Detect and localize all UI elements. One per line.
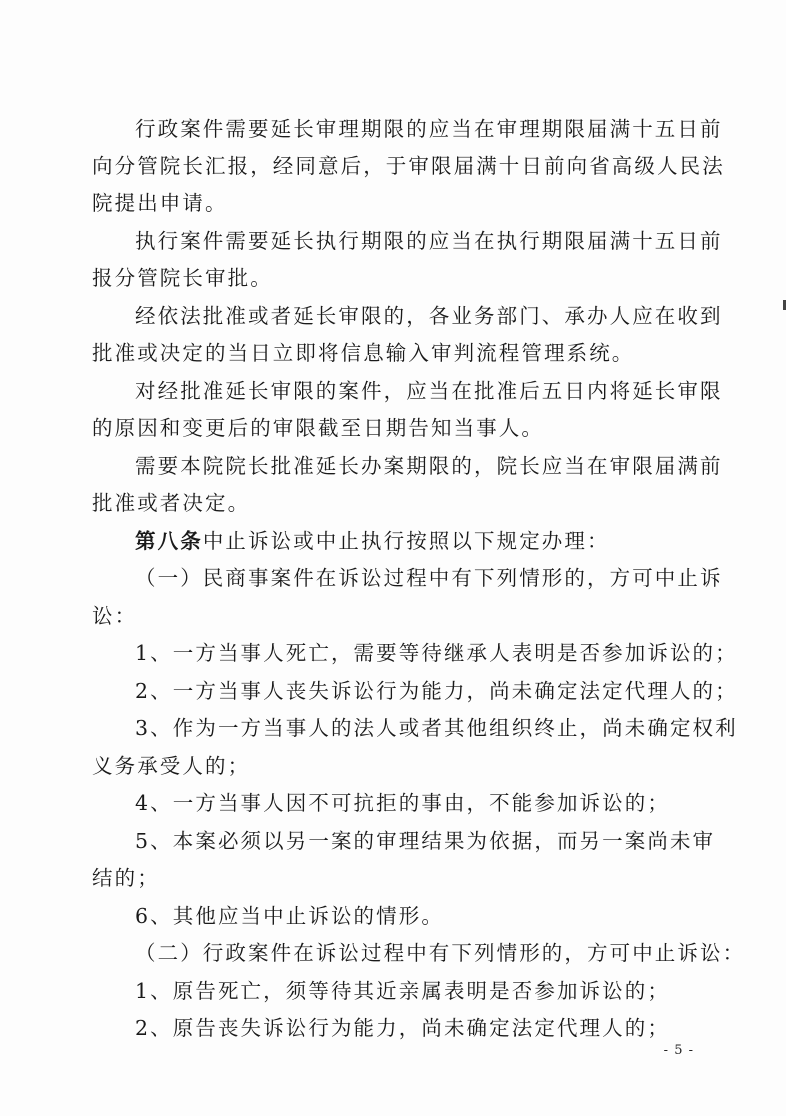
article-text: 中止诉讼或中止执行按照以下规定办理： [202, 529, 610, 553]
paragraph-line: 报分管院长审批。 [92, 266, 273, 290]
list-item-continuation: 结的； [92, 866, 160, 890]
list-item: 2、原告丧失诉讼行为能力，尚未确定法定代理人的； [135, 1016, 670, 1040]
paragraph-line: 执行案件需要延长执行期限的应当在执行期限届满十五日前 [135, 229, 723, 253]
paragraph-line: 讼： [92, 604, 138, 628]
list-item: 1、一方当事人死亡，需要等待继承人表明是否参加诉讼的； [135, 641, 738, 665]
paragraph-line: 对经批准延长审限的案件，应当在批准后五日内将延长审限 [135, 379, 723, 403]
paragraph-line: 需要本院院长批准延长办案期限的，院长应当在审限届满前 [135, 454, 723, 478]
paragraph-line: （一）民商事案件在诉讼过程中有下列情形的，方可中止诉 [135, 566, 723, 590]
list-item: 5、本案必须以另一案的审理结果为依据，而另一案尚未审 [135, 829, 716, 853]
list-item: 3、作为一方当事人的法人或者其他组织终止，尚未确定权利 [135, 716, 738, 740]
article-heading-line [135, 527, 610, 555]
paragraph-line: 批准或决定的当日立即将信息输入审判流程管理系统。 [92, 341, 635, 365]
article-label: 第八条 [135, 529, 203, 553]
list-item: 4、一方当事人因不可抗拒的事由，不能参加诉讼的； [135, 791, 670, 815]
list-item: 2、一方当事人丧失诉讼行为能力，尚未确定法定代理人的； [135, 679, 738, 703]
list-item: 6、其他应当中止诉讼的情形。 [135, 904, 444, 928]
paragraph-line: 经依法批准或者延长审限的，各业务部门、承办人应在收到 [135, 304, 723, 328]
paragraph-line: 的原因和变更后的审限截至日期告知当事人。 [92, 416, 544, 440]
list-item: 1、原告死亡，须等待其近亲属表明是否参加诉讼的； [135, 979, 670, 1003]
paragraph-line: （二）行政案件在诉讼过程中有下列情形的，方可中止诉讼： [135, 941, 746, 965]
paragraph-line: 行政案件需要延长审理期限的应当在审理期限届满十五日前 [135, 117, 723, 141]
paragraph-line: 批准或者决定。 [92, 491, 251, 515]
paragraph-line: 向分管院长汇报，经同意后，于审限届满十日前向省高级人民法 [92, 154, 725, 178]
list-item-continuation: 义务承受人的； [92, 754, 251, 778]
paragraph-line: 院提出申请。 [92, 191, 228, 215]
page-number: - 5 - [663, 1043, 694, 1058]
